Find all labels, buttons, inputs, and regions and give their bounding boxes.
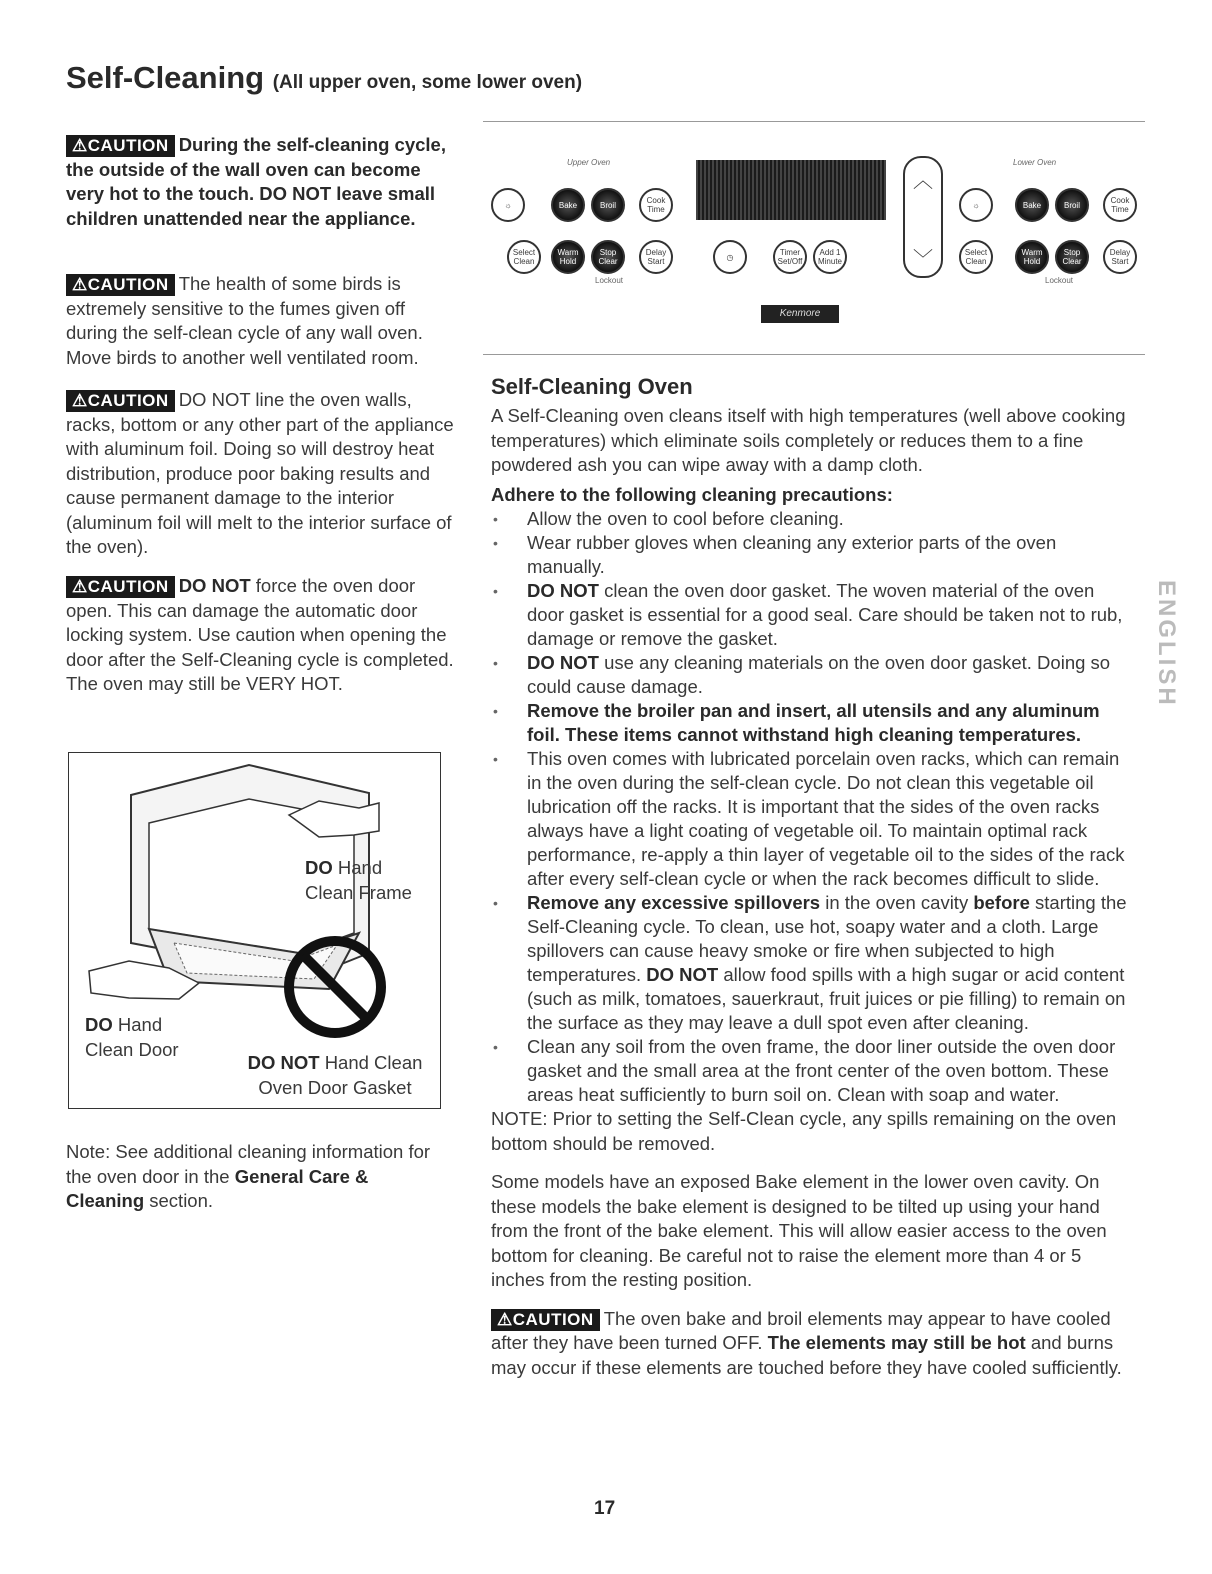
- lower-stop-clear-button[interactable]: Stop Clear: [1055, 240, 1089, 274]
- caution-2-text: The health of some birds is extremely sensitive to the fumes given off during the self-clean cycle of any wall oven. Move birds to another well ventilated room.: [66, 273, 423, 368]
- caution-3-text: DO NOT line the oven walls, racks, bottom or any other part of the appliance with aluminum foil. Doing so will destroy heat distribution, produce poor baking results and cause permanent damage to the interior (aluminum foil will melt to the interior surface of the oven).: [66, 389, 454, 557]
- divider-bottom: [483, 354, 1145, 355]
- self-cleaning-section: [491, 374, 1131, 1380]
- oven-cleaning-figure: [68, 752, 441, 1109]
- caution-1-text: During the self-cleaning cycle, the outside of the wall oven can become very hot to the touch. DO NOT leave small children unattended near the appliance.: [66, 134, 446, 229]
- lower-broil-button[interactable]: Broil: [1055, 188, 1089, 222]
- list-item: • Allow the oven to cool before cleaning.: [491, 507, 1131, 531]
- lower-select-clean-button[interactable]: Select Clean: [959, 240, 993, 274]
- upper-delay-start-button[interactable]: Delay Start: [639, 240, 673, 274]
- down-arrow-button[interactable]: ﹀: [913, 249, 933, 271]
- upper-broil-button[interactable]: Broil: [591, 188, 625, 222]
- language-side-tab: ENGLISH: [1153, 580, 1180, 708]
- caution-badge: ⚠CAUTION: [66, 390, 175, 412]
- caution-badge: ⚠CAUTION: [491, 1309, 600, 1331]
- upper-bake-button[interactable]: Bake: [551, 188, 585, 222]
- brand-logo: Kenmore: [761, 305, 839, 323]
- caution-block-5: ⚠CAUTION The oven bake and broil elements may appear to have cooled after they have been turned OFF. The elements may still be hot and burns may occur if these elements are touched before they have cooled sufficiently.: [491, 1307, 1122, 1378]
- upper-cook-time-button[interactable]: Cook Time: [639, 188, 673, 222]
- page-number: 17: [594, 1498, 616, 1519]
- lock-label-upper: Lockout: [595, 276, 624, 285]
- note-paragraph: NOTE: Prior to setting the Self-Clean cycle, any spills remaining on the oven bottom should be removed.: [491, 1108, 1117, 1154]
- list-item: • DO NOT clean the oven door gasket. The woven material of the oven door gasket is essential for a good seal. Care should be taken not to rub, damage or remove the gasket.: [491, 579, 1131, 651]
- upper-light-button[interactable]: ☼: [491, 188, 525, 222]
- note-block: Note: See additional cleaning information for the oven door in the General Care & Cleaning section.: [66, 1141, 431, 1211]
- lower-bake-button[interactable]: Bake: [1015, 188, 1049, 222]
- caution-badge: ⚠CAUTION: [66, 274, 175, 296]
- caution-block-2: [66, 272, 461, 370]
- upper-warm-hold-button[interactable]: Warm Hold: [551, 240, 585, 274]
- caution-block-4: [66, 574, 461, 697]
- arrow-pad: [903, 156, 943, 278]
- list-item: • Remove any excessive spillovers in the oven cavity before starting the Self-Cleaning cycle. To clean, use hot, soapy water and a cloth. Large spillovers can cause heavy smoke or fire when subjected to high temperatures. DO NOT allow food spills with a high sugar or acid content (such as milk, tomatoes, sauerkraut, fruit juices or pie filling) to remain on the surface as they may leave a dull spot even after cleaning.: [491, 891, 1131, 1035]
- page-title: [66, 60, 582, 96]
- add-one-minute-button[interactable]: Add 1 Minute: [813, 240, 847, 274]
- door-label: DO Hand Clean Door: [85, 1014, 179, 1060]
- caution-4-bold: DO NOT: [178, 575, 251, 596]
- caution-block-1: [66, 133, 461, 231]
- control-panel: Upper Oven Lower Oven ☼ Bake Broil Cook Time Select Clean Warm Hold Stop Clear Delay Start Lockout ◷ Timer Set/Off Add 1 Minute ︿ ﹀ ☼ Bake Broil Cook Time Select Clean Warm Hold Stop Clear Delay Start Lockout Kenmore: [483, 128, 1145, 328]
- caution-badge: ⚠CAUTION: [66, 135, 175, 157]
- list-item: • Clean any soil from the oven frame, the door liner outside the oven door gasket and the small area at the front center of the oven bottom. These areas heat sufficiently to burn soil on. Clean with soap and water.: [491, 1035, 1131, 1107]
- lock-label-lower: Lockout: [1045, 276, 1074, 285]
- lower-delay-start-button[interactable]: Delay Start: [1103, 240, 1137, 274]
- section-title: Self-Cleaning Oven: [491, 374, 693, 399]
- title-subtitle: (All upper oven, some lower oven): [272, 72, 583, 93]
- clock-button[interactable]: ◷: [713, 240, 747, 274]
- lower-cook-time-button[interactable]: Cook Time: [1103, 188, 1137, 222]
- caution-badge: ⚠CAUTION: [66, 576, 175, 598]
- lower-warm-hold-button[interactable]: Warm Hold: [1015, 240, 1049, 274]
- panel-display: [696, 160, 886, 220]
- list-item: • DO NOT use any cleaning materials on the oven door gasket. Doing so could cause damage.: [491, 651, 1131, 699]
- gasket-label: DO NOT Hand Clean Oven Door Gasket: [247, 1052, 423, 1098]
- timer-button[interactable]: Timer Set/Off: [773, 240, 807, 274]
- precautions-heading: Adhere to the following cleaning precautions:: [491, 483, 893, 505]
- caution-4-text: force the oven door open. This can damage the automatic door locking system. Use caution when opening the door after the Self-Cleaning cycle is completed. The oven may still be VERY HOT.: [66, 575, 454, 694]
- lower-light-button[interactable]: ☼: [959, 188, 993, 222]
- title-text: Self-Cleaning: [66, 60, 265, 95]
- bake-element-paragraph: Some models have an exposed Bake element in the lower oven cavity. On these models the bake element is designed to be tilted up using your hand from the front of the bake element. This will allow easier access to the oven bottom for cleaning. Be careful not to raise the element more than 4 or 5 inches from the resting position.: [491, 1171, 1107, 1290]
- frame-label: DO Hand Clean Frame: [305, 857, 412, 903]
- precautions-list: [491, 507, 1131, 1107]
- intro-paragraph: A Self-Cleaning oven cleans itself with high temperatures (well above cooking temperatures) which eliminate soils completely or reduces them to a fine powdered ash you can wipe away with a damp cloth.: [491, 405, 1126, 475]
- divider-top: [483, 121, 1145, 122]
- up-arrow-button[interactable]: ︿: [913, 170, 933, 192]
- upper-stop-clear-button[interactable]: Stop Clear: [591, 240, 625, 274]
- list-item: • Remove the broiler pan and insert, all utensils and any aluminum foil. These items cannot withstand high cleaning temperatures.: [491, 699, 1131, 747]
- upper-select-clean-button[interactable]: Select Clean: [507, 240, 541, 274]
- list-item: • This oven comes with lubricated porcelain oven racks, which can remain in the oven during the self-clean cycle. Do not clean this vegetable oil lubrication off the racks. It is important that the sides of the oven racks always have a light coating of vegetable oil. To maintain optimal rack performance, re-apply a thin layer of vegetable oil to the sides of the rack after every self-clean cycle or when the rack becomes difficult to slide.: [491, 747, 1131, 891]
- caution-block-3: [66, 388, 461, 560]
- list-item: • Wear rubber gloves when cleaning any exterior parts of the oven manually.: [491, 531, 1131, 579]
